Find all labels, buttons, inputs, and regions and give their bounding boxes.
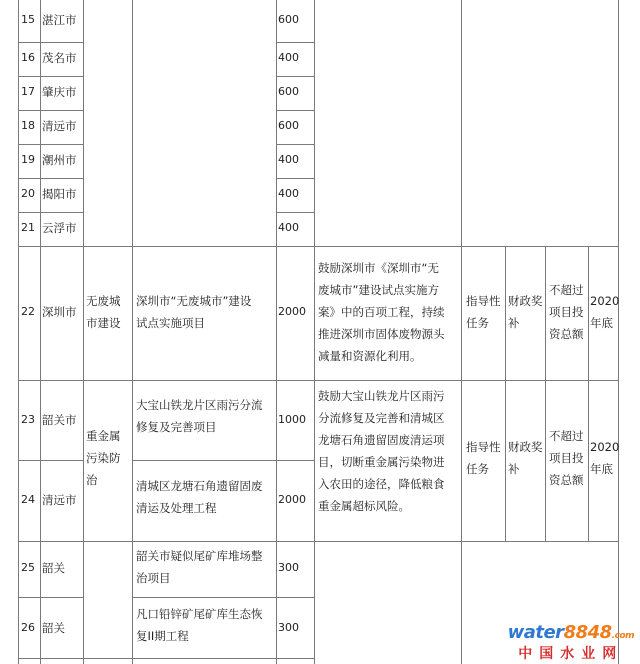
- row-number: 17: [21, 85, 35, 98]
- city-cell: 清远市: [42, 119, 77, 133]
- amount-cell: 300: [278, 621, 299, 634]
- grid-line: [461, 0, 462, 664]
- project-cell: 凡口铅锌矿尾矿库生态恢 复II期工程: [136, 607, 263, 643]
- grid-line: [545, 246, 546, 541]
- goal-cell: 鼓励大宝山铁龙片区雨污 分流修复及完善和清城区 龙塘石角遗留固废清运项 目，切断重金属污染物进 入农田的途径，降低粮食 重金属超标风险。: [318, 389, 445, 513]
- grid-line: [83, 0, 84, 664]
- grid-line: [18, 541, 618, 542]
- amount-cell: 600: [278, 13, 299, 26]
- site-watermark: [508, 623, 634, 662]
- limit-cell: 不超过 项目投 资总额: [549, 283, 584, 341]
- grid-line: [276, 212, 314, 213]
- category-cell: 重金属 污染防 治: [86, 429, 121, 487]
- row-number: 23: [21, 413, 35, 426]
- project-cell: 深圳市“无废城市”建设 试点实施项目: [136, 294, 252, 330]
- amount-cell: 400: [278, 153, 299, 166]
- category-cell: 无废城 市建设: [86, 294, 121, 330]
- city-cell: 韶关市: [42, 413, 77, 427]
- grid-line: [18, 460, 83, 461]
- amount-cell: 1000: [278, 413, 306, 426]
- row-number: 18: [21, 119, 35, 132]
- city-cell: 茂名市: [42, 51, 77, 65]
- watermark-subtitle: 中国水业网: [518, 646, 624, 662]
- city-cell: 清远市: [42, 493, 77, 507]
- fund-cell: 财政奖 补: [508, 294, 543, 330]
- row-number: 16: [21, 51, 35, 64]
- grid-line: [132, 0, 133, 664]
- grid-line: [132, 460, 314, 461]
- amount-cell: 400: [278, 187, 299, 200]
- row-number: 25: [21, 561, 35, 574]
- row-number: 21: [21, 221, 35, 234]
- row-number: 24: [21, 493, 35, 506]
- row-number: 15: [21, 13, 35, 26]
- city-cell: 揭阳市: [42, 187, 77, 201]
- amount-cell: 2000: [278, 493, 306, 506]
- goal-cell: 鼓励深圳市《深圳市“无 废城市”建设试点实施方 案》中的百项工程，持续 推进深圳市固体废物源头 减量和资源化利用。: [318, 261, 445, 363]
- amount-cell: 2000: [278, 305, 306, 318]
- amount-cell: 300: [278, 561, 299, 574]
- task-cell: 指导性 任务: [466, 440, 501, 476]
- fund-cell: 财政奖 补: [508, 440, 543, 476]
- city-cell: 云浮市: [42, 221, 77, 235]
- grid-line: [18, 76, 83, 77]
- city-cell: 韶关: [42, 621, 65, 635]
- grid-line: [18, 0, 19, 664]
- grid-line: [18, 178, 83, 179]
- grid-line: [588, 246, 589, 541]
- grid-line: [132, 597, 314, 598]
- city-cell: 韶关: [42, 561, 65, 575]
- city-cell: 潮州市: [42, 153, 77, 167]
- project-cell: 清城区龙塘石角遗留固废 清运及处理工程: [136, 479, 263, 515]
- amount-cell: 600: [278, 85, 299, 98]
- row-number: 26: [21, 621, 35, 634]
- grid-line: [18, 42, 83, 43]
- grid-line: [276, 144, 314, 145]
- amount-cell: 400: [278, 51, 299, 64]
- amount-cell: 600: [278, 119, 299, 132]
- project-cell: 大宝山铁龙片区雨污分流 修复及完善项目: [136, 398, 263, 434]
- grid-line: [505, 246, 506, 541]
- grid-line: [18, 144, 83, 145]
- grid-line: [18, 658, 314, 659]
- year-cell: 2020 年底: [590, 294, 620, 330]
- amount-cell: 400: [278, 221, 299, 234]
- grid-line: [314, 0, 315, 664]
- grid-line: [18, 380, 618, 381]
- row-number: 22: [21, 305, 35, 318]
- grid-line: [40, 0, 41, 664]
- grid-line: [18, 597, 83, 598]
- grid-line: [276, 0, 277, 664]
- city-cell: 深圳市: [42, 305, 77, 319]
- row-number: 20: [21, 187, 35, 200]
- limit-cell: 不超过 项目投 资总额: [549, 429, 584, 487]
- project-cell: 韶关市疑似尾矿库堆场整 治项目: [136, 549, 263, 585]
- grid-line: [276, 110, 314, 111]
- watermark-brand: water8848.com: [507, 622, 634, 643]
- grid-line: [18, 246, 618, 247]
- grid-line: [18, 110, 83, 111]
- year-cell: 2020 年底: [590, 440, 620, 476]
- grid-line: [276, 76, 314, 77]
- grid-line: [276, 178, 314, 179]
- row-number: 19: [21, 153, 35, 166]
- grid-line: [276, 42, 314, 43]
- grid-line: [18, 212, 83, 213]
- task-cell: 指导性 任务: [466, 294, 501, 330]
- city-cell: 湛江市: [42, 13, 77, 27]
- city-cell: 肇庆市: [42, 85, 77, 99]
